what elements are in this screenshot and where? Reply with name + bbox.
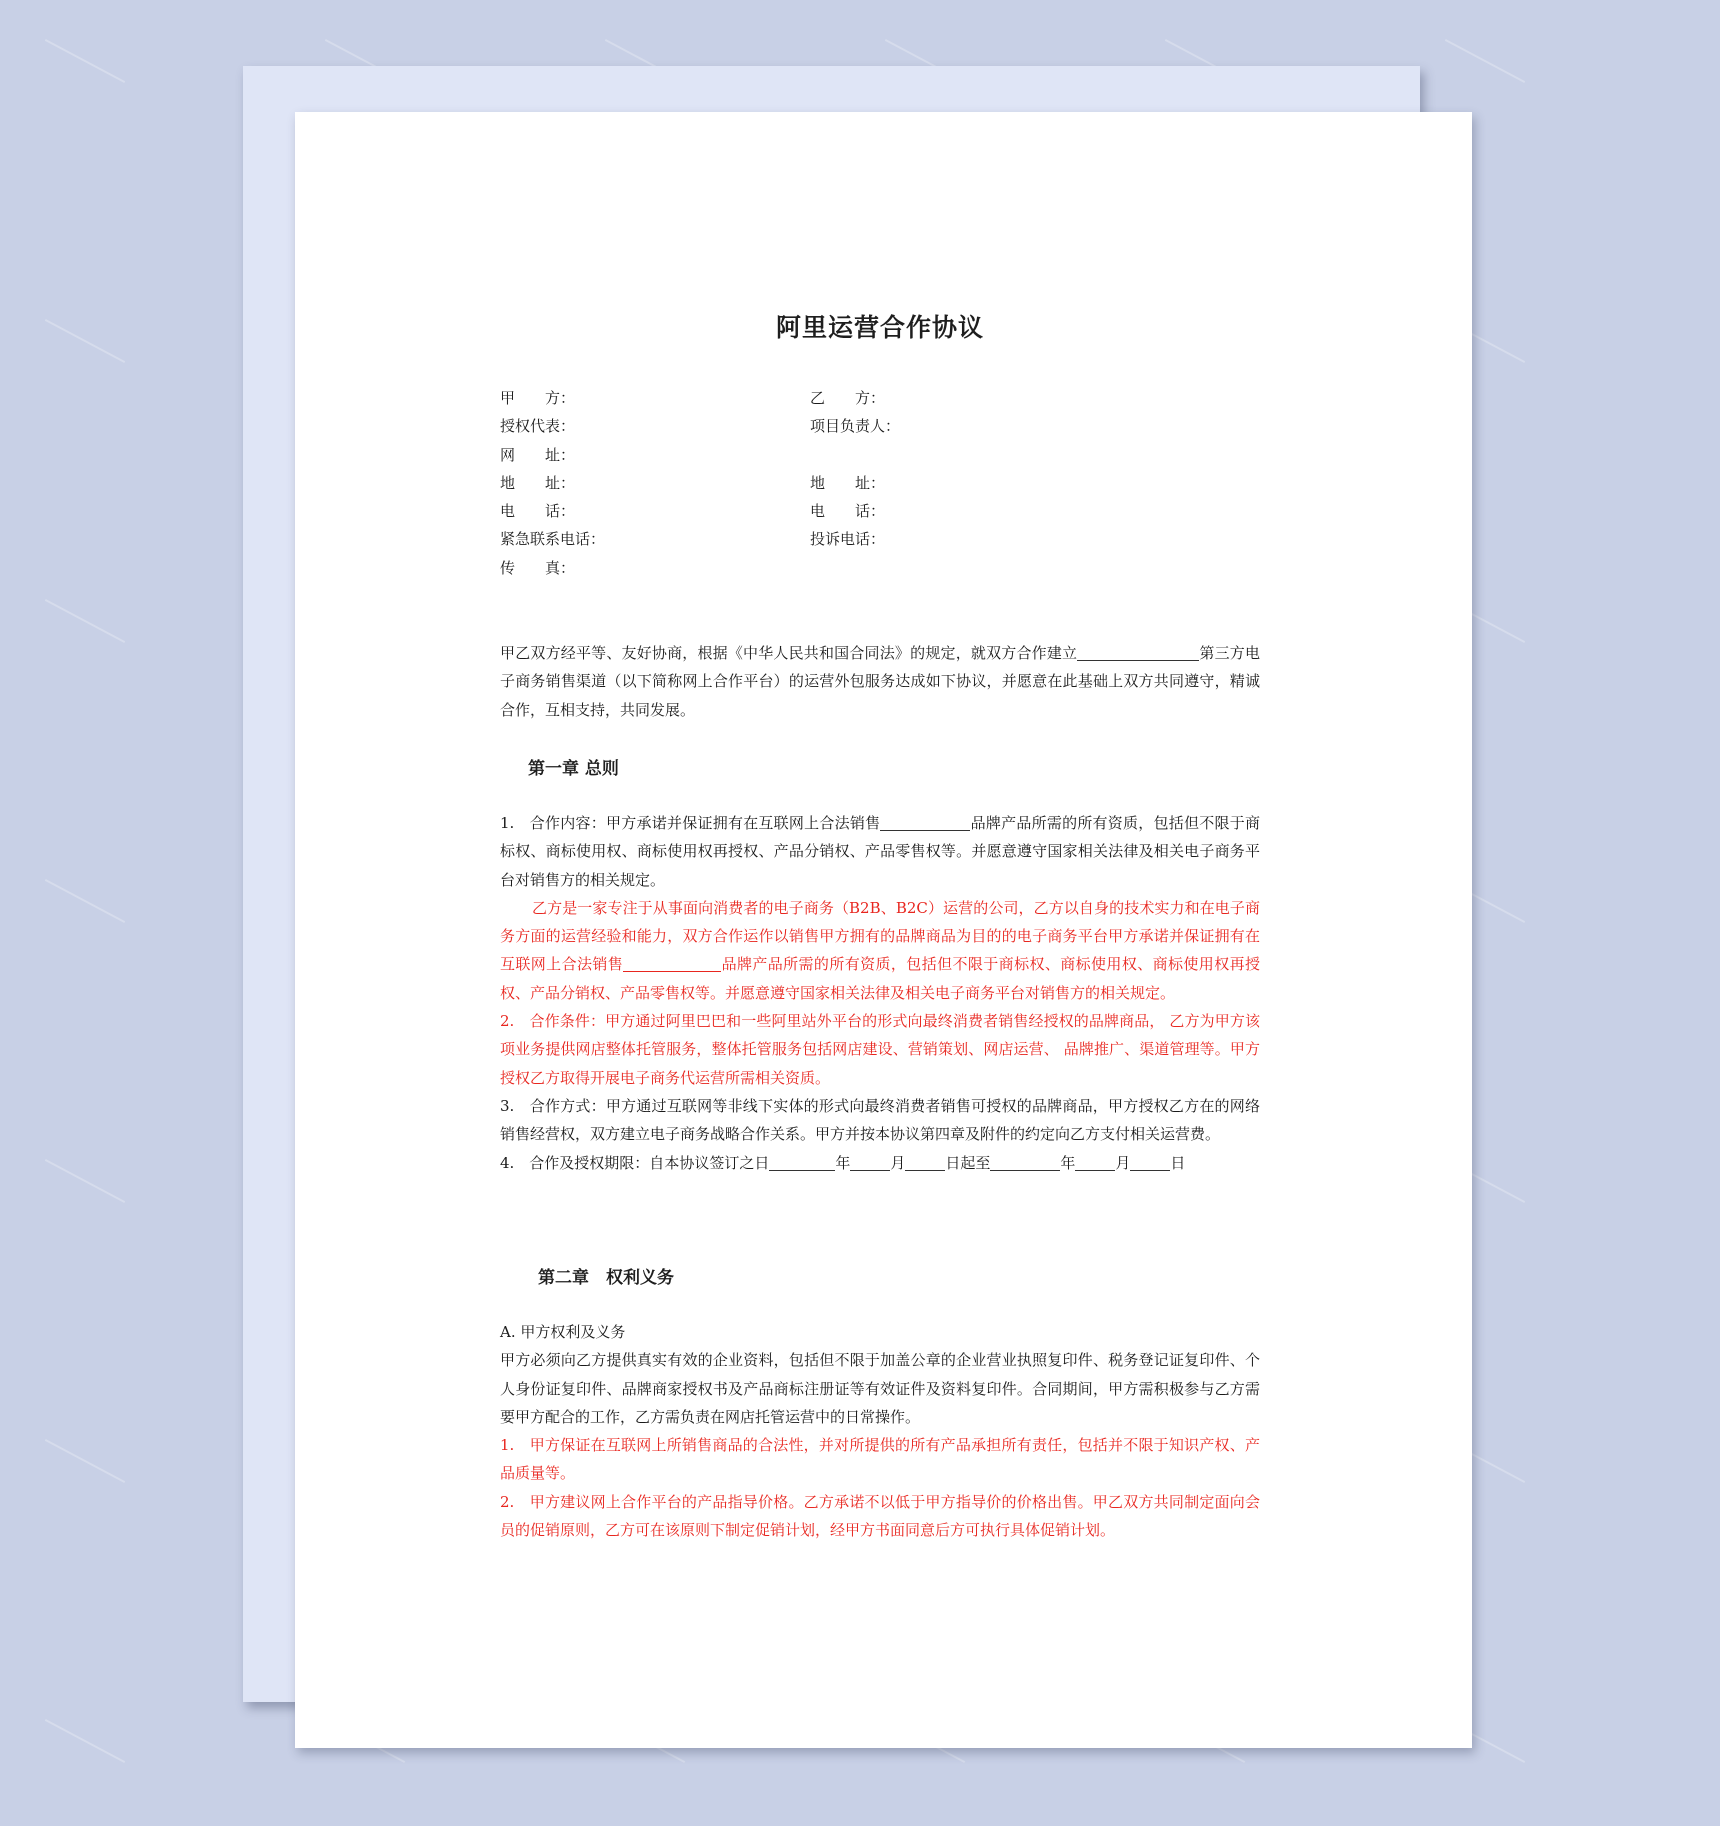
watermark-mark xyxy=(45,1439,125,1483)
party-b-address-label: 地 址： xyxy=(810,473,886,492)
party-b-info xyxy=(810,384,900,554)
blank-line xyxy=(1130,1155,1170,1171)
item-1-text-part1: 1. 合作内容：甲方承诺并保证拥有在互联网上合法销售 xyxy=(500,814,881,832)
party-a-phone-label: 电 话： xyxy=(500,502,576,521)
section-a-item-1: 1. 甲方保证在互联网上所销售商品的合法性，并对所提供的所有产品承担所有责任，包括并不限于知识产权、产品质量等。 xyxy=(500,1436,1260,1483)
blank-line xyxy=(623,956,721,972)
item-4-prefix: 4. 合作及授权期限：自本协议签订之日 xyxy=(500,1153,770,1172)
party-b-blank-row xyxy=(810,441,900,469)
chapter-1-item-2: 2. 合作条件：甲方通过阿里巴巴和一些阿里站外平台的形式向最终消费者销售经授权的品牌商品， 乙方为甲方该项业务提供网店整体托管服务，整体托管服务包括网店建设、营销策划、网店运营、 品牌推广、渠道管理等。甲方授权乙方取得开展电子商务代运营所需相关资质。 xyxy=(500,1012,1260,1087)
party-a-label: 甲 方： xyxy=(500,389,576,407)
chapter-1-heading: 第一章 总则 xyxy=(528,759,619,779)
party-b-complaint-label: 投诉电话： xyxy=(810,530,886,549)
watermark-mark xyxy=(1445,39,1525,83)
blank-line xyxy=(850,1155,890,1171)
party-b-manager-label: 项目负责人： xyxy=(810,417,901,436)
blank-line xyxy=(880,815,970,831)
chapter-1-item-1 xyxy=(500,809,1260,894)
party-b-label: 乙 方： xyxy=(810,389,886,407)
section-a-heading: A. 甲方权利及义务 xyxy=(500,1323,626,1341)
watermark-mark xyxy=(45,1159,125,1203)
intro-text-part1: 甲乙双方经平等、友好协商，根据《中华人民共和国合同法》的规定，就双方合作建立 xyxy=(500,644,1078,662)
blank-line xyxy=(1077,645,1199,661)
chapter-1-item-4 xyxy=(500,1149,1260,1177)
party-a-address-label: 地 址： xyxy=(500,473,576,492)
document-title: 阿里运营合作协议 xyxy=(775,313,984,342)
section-a-item-2: 2. 甲方建议网上合作平台的产品指导价格。乙方承诺不以低于甲方指导价的价格出售。甲乙双方共同制定面向会员的促销原则，乙方可在该原则下制定促销计划，经甲方书面同意后方可执行具体促销计划。 xyxy=(500,1492,1260,1540)
intro-text-part2: 第三方电子商务销售渠道（以下简称网上合作平台）的运营外包服务达成如下协议，并愿意在此基础上双方共同遵守，精诚合作，互相支持，共同发展。 xyxy=(500,644,1260,719)
red-paragraph-part2: 品牌产品所需的所有资质，包括但不限于商标权、商标使用权、商标使用权再授权、产品分销权、产品零售权等。并愿意遵守国家相关法律及相关电子商务平台对销售方的相关规定。 xyxy=(500,955,1260,1002)
blank-line xyxy=(1075,1155,1115,1171)
red-paragraph-part1: 乙方是一家专注于从事面向消费者的电子商务（B2B、B2C）运营的公司，乙方以自身的技术实力和在电子商务方面的运营经验和能力，双方合作运作以销售甲方拥有的品牌商品为目的的电子商务平台甲方承诺并保证拥有在互联网上合法销售 xyxy=(500,898,1260,974)
blank-line xyxy=(769,1155,835,1171)
chapter-1-body xyxy=(500,809,1260,1177)
chapter-1-red-paragraph xyxy=(500,894,1260,1007)
day-from-label: 日起至 xyxy=(945,1153,991,1172)
party-a-website-label: 网 址： xyxy=(500,445,576,464)
day-label: 日 xyxy=(1170,1153,1186,1172)
chapter-1-item-3: 3. 合作方式：甲方通过互联网等非线下实体的形式向最终消费者销售可授权的品牌商品，甲方授权乙方在的网络销售经营权，双方建立电子商务战略合作关系。甲方并按本协议第四章及附件的约定向乙方支付相关运营费。 xyxy=(500,1096,1260,1144)
document-page xyxy=(295,112,1472,1748)
section-a-paragraph: 甲方必须向乙方提供真实有效的企业资料，包括但不限于加盖公章的企业营业执照复印件、税务登记证复印件、个人身份证复印件、品牌商家授权书及产品商标注册证等有效证件及资料复印件。合同期间，甲方需积极参与乙方需要甲方配合的工作，乙方需负责在网店托管运营中的日常操作。 xyxy=(500,1351,1260,1426)
party-b-phone-label: 电 话： xyxy=(810,502,886,521)
party-a-rep-label: 授权代表： xyxy=(500,417,576,436)
month-label: 月 xyxy=(890,1153,906,1172)
year-label: 年 xyxy=(835,1153,851,1172)
watermark-mark xyxy=(45,1719,125,1763)
watermark-mark xyxy=(45,599,125,643)
party-a-fax-label: 传 真： xyxy=(500,558,576,577)
watermark-mark xyxy=(45,39,125,83)
blank-line xyxy=(990,1155,1060,1171)
year-label: 年 xyxy=(1060,1153,1076,1172)
watermark-mark xyxy=(45,319,125,363)
party-a-emergency-label: 紧急联系电话： xyxy=(500,530,606,549)
chapter-2-heading: 第二章 权利义务 xyxy=(538,1268,674,1288)
blank-line xyxy=(905,1155,945,1171)
chapter-2-body xyxy=(500,1318,1260,1544)
intro-paragraph xyxy=(500,639,1260,724)
month-label: 月 xyxy=(1115,1153,1131,1172)
party-a-info xyxy=(500,384,605,582)
item-1-text-part2: 品牌产品所需的所有资质，包括但不限于商标权、商标使用权、商标使用权再授权、产品分销权、产品零售权等。并愿意遵守国家相关法律及相关电子商务平台对销售方的相关规定。 xyxy=(500,814,1260,889)
watermark-mark xyxy=(45,879,125,923)
